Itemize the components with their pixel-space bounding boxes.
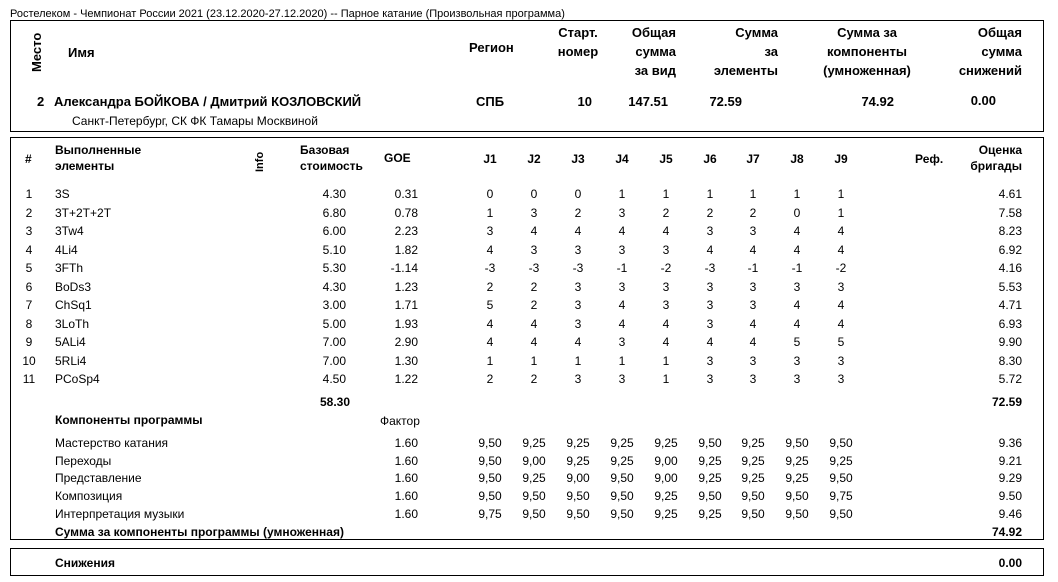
region-label: Регион (469, 40, 514, 55)
element-judge-mark: 5 (486, 298, 494, 312)
components-label-3: (умноженная) (823, 63, 911, 78)
event-title: Ростелеком - Чемпионат России 2021 (23.12.2020-27.12.2020) -- Парное катание (Произвольная программа) (10, 8, 565, 20)
element-base: 7.00 (322, 335, 346, 349)
element-judge-mark: 3 (486, 224, 494, 238)
element-code: PCoSp4 (55, 372, 100, 386)
element-judge-mark: 1 (837, 205, 845, 220)
competitor-region: СПБ (476, 94, 505, 109)
judge-header-3: J3 (571, 152, 585, 166)
element-goe: 2.90 (394, 335, 418, 349)
component-judge-mark: 9,50 (829, 436, 853, 450)
competitor-total: 147.51 (628, 94, 668, 109)
element-judge-mark: 1 (837, 187, 845, 201)
element-judge-mark: 4 (793, 242, 801, 257)
col-base-header-1: Базовая (300, 143, 350, 157)
components-total: 74.92 (991, 525, 1022, 539)
component-judge-mark: 9,50 (698, 436, 722, 450)
deductions-value: 0.00 (998, 556, 1022, 570)
deductions-label: Снижения (55, 556, 115, 570)
element-judge-mark: -1 (747, 261, 759, 275)
judge-header-7: J7 (746, 152, 760, 166)
element-judge-mark: 3 (618, 279, 626, 294)
col-score-header-1: Оценка (978, 143, 1022, 157)
element-judge-mark: 1 (530, 353, 538, 368)
element-judge-mark: 1 (662, 372, 670, 386)
col-goe-header: GOE (384, 151, 411, 165)
element-score: 8.23 (998, 224, 1022, 238)
element-judge-mark: 3 (574, 316, 582, 331)
component-judge-mark: 9,50 (829, 471, 853, 486)
element-judge-mark: 1 (618, 187, 626, 201)
element-judge-mark: 3 (706, 224, 714, 238)
element-judge-mark: 1 (749, 187, 757, 201)
component-judge-mark: 9,50 (741, 489, 765, 504)
element-judge-mark: 3 (574, 298, 582, 312)
element-judge-mark: 1 (793, 187, 801, 201)
component-judge-mark: 9,50 (522, 506, 546, 521)
element-judge-mark: 0 (530, 187, 538, 201)
component-judge-mark: 9,25 (610, 453, 634, 468)
element-num: 4 (25, 242, 33, 257)
element-judge-mark: 3 (662, 242, 670, 257)
component-name: Мастерство катания (55, 436, 169, 450)
element-num: 7 (25, 298, 33, 312)
component-judge-mark: 9,00 (566, 471, 590, 486)
element-judge-mark: 3 (618, 372, 626, 386)
element-judge-mark: 4 (486, 316, 494, 331)
element-goe: 1.93 (394, 316, 418, 331)
component-judge-mark: 9,50 (566, 489, 590, 504)
component-judge-mark: 9,50 (785, 506, 809, 521)
component-score: 9.50 (998, 489, 1022, 504)
element-judge-mark: 4 (837, 242, 845, 257)
element-base: 3.00 (322, 298, 346, 312)
element-num: 5 (25, 261, 33, 275)
element-judge-mark: 2 (530, 298, 538, 312)
component-judge-mark: 9,50 (478, 489, 502, 504)
element-judge-mark: 3 (618, 335, 626, 349)
element-judge-mark: 3 (749, 372, 757, 386)
element-code: 5ALi4 (55, 335, 86, 349)
element-num: 8 (25, 316, 33, 331)
component-factor: 1.60 (394, 453, 418, 468)
element-num: 11 (22, 372, 36, 386)
element-judge-mark: 4 (706, 242, 714, 257)
element-goe: -1.14 (390, 261, 418, 275)
element-judge-mark: 4 (662, 316, 670, 331)
element-score: 9.90 (998, 335, 1022, 349)
element-judge-mark: 4 (662, 224, 670, 238)
element-base: 6.00 (322, 224, 346, 238)
component-name: Переходы (55, 453, 112, 468)
element-judge-mark: 4 (574, 224, 582, 238)
component-judge-mark: 9,25 (566, 453, 590, 468)
element-code: 3S (55, 187, 70, 201)
element-code: 3LoTh (55, 316, 90, 331)
component-name: Композиция (55, 489, 123, 504)
judge-header-6: J6 (703, 152, 717, 166)
element-num: 1 (25, 187, 33, 201)
element-score: 5.53 (998, 279, 1022, 294)
col-info-header: Info (254, 151, 266, 172)
component-judge-mark: 9,25 (741, 471, 765, 486)
elements-label-3: элементы (713, 63, 778, 78)
element-judge-mark: 1 (486, 353, 494, 368)
component-judge-mark: 9,25 (741, 436, 765, 450)
element-judge-mark: 4 (662, 335, 670, 349)
element-judge-mark: 4 (574, 335, 582, 349)
element-judge-mark: 4 (618, 316, 626, 331)
element-judge-mark: 4 (530, 335, 538, 349)
start-label-2: номер (557, 44, 599, 59)
place-label: Место (29, 32, 44, 72)
component-judge-mark: 9,50 (698, 489, 722, 504)
element-judge-mark: 3 (793, 279, 801, 294)
element-score: 4.16 (998, 261, 1022, 275)
element-judge-mark: 4 (530, 316, 538, 331)
element-judge-mark: -1 (791, 261, 803, 275)
components-label-2: компоненты (827, 44, 907, 59)
judge-header-2: J2 (527, 152, 541, 166)
element-base: 5.00 (322, 316, 346, 331)
element-judge-mark: 4 (837, 316, 845, 331)
component-name: Представление (55, 471, 142, 486)
component-judge-mark: 9,50 (610, 506, 634, 521)
element-judge-mark: 2 (530, 372, 538, 386)
element-judge-mark: 1 (706, 187, 714, 201)
element-judge-mark: 2 (486, 372, 494, 386)
component-judge-mark: 9,25 (522, 436, 546, 450)
judge-header-9: J9 (834, 152, 848, 166)
element-judge-mark: 4 (749, 316, 757, 331)
score-total: 72.59 (991, 395, 1022, 409)
component-score: 9.46 (998, 506, 1022, 521)
component-judge-mark: 9,50 (566, 506, 590, 521)
element-code: BoDs3 (55, 279, 92, 294)
element-score: 6.93 (998, 316, 1022, 331)
element-judge-mark: 3 (574, 279, 582, 294)
judge-header-5: J5 (659, 152, 673, 166)
element-judge-mark: 1 (662, 353, 670, 368)
start-label-1: Старт. (558, 25, 598, 40)
element-judge-mark: 3 (574, 242, 582, 257)
component-score: 9.21 (998, 453, 1022, 468)
element-num: 2 (25, 205, 33, 220)
element-code: 3T+2T+2T (55, 205, 112, 220)
element-judge-mark: 1 (486, 205, 494, 220)
component-judge-mark: 9,25 (654, 436, 678, 450)
element-judge-mark: 3 (793, 353, 801, 368)
element-judge-mark: 3 (574, 372, 582, 386)
component-judge-mark: 9,50 (478, 453, 502, 468)
judge-header-8: J8 (790, 152, 804, 166)
element-base: 4.30 (322, 187, 346, 201)
component-judge-mark: 9,25 (610, 436, 634, 450)
element-code: 5RLi4 (55, 353, 87, 368)
element-goe: 0.78 (394, 205, 418, 220)
component-judge-mark: 9,50 (785, 436, 809, 450)
element-goe: 1.71 (394, 298, 418, 312)
element-judge-mark: 2 (662, 205, 670, 220)
element-judge-mark: 3 (749, 298, 757, 312)
element-judge-mark: 4 (618, 224, 626, 238)
component-judge-mark: 9,25 (654, 489, 678, 504)
element-judge-mark: 2 (706, 205, 714, 220)
element-judge-mark: 4 (706, 335, 714, 349)
component-judge-mark: 9,25 (741, 453, 765, 468)
element-judge-mark: 3 (706, 316, 714, 331)
element-judge-mark: 2 (530, 279, 538, 294)
competitor-components: 74.92 (861, 94, 894, 109)
component-judge-mark: 9,50 (741, 506, 765, 521)
deductions-label-2: сумма (981, 44, 1022, 59)
element-judge-mark: 4 (837, 224, 845, 238)
competitor-place: 2 (37, 94, 45, 109)
element-judge-mark: 3 (749, 353, 757, 368)
component-judge-mark: 9,25 (654, 506, 678, 521)
element-judge-mark: 3 (749, 224, 757, 238)
element-code: 4Li4 (55, 242, 78, 257)
deductions-box (10, 548, 1044, 576)
component-judge-mark: 9,25 (698, 506, 722, 521)
components-label-1: Сумма за (837, 25, 897, 40)
element-judge-mark: 3 (706, 353, 714, 368)
component-judge-mark: 9,25 (785, 471, 809, 486)
element-judge-mark: 4 (793, 316, 801, 331)
competitor-deductions: 0.00 (970, 93, 996, 108)
element-judge-mark: 3 (530, 205, 538, 220)
judge-header-1: J1 (483, 152, 497, 166)
element-judge-mark: -3 (528, 261, 540, 275)
element-score: 4.61 (998, 187, 1022, 201)
col-ref-header: Реф. (915, 152, 944, 166)
component-judge-mark: 9,25 (785, 453, 809, 468)
component-score: 9.36 (998, 436, 1022, 450)
element-judge-mark: 4 (749, 242, 757, 257)
component-judge-mark: 9,75 (829, 489, 853, 504)
element-base: 5.10 (322, 242, 346, 257)
deductions-label-3: снижений (958, 63, 1022, 78)
element-num: 9 (25, 335, 33, 349)
total-label-1: Общая (631, 25, 676, 40)
component-factor: 1.60 (394, 436, 418, 450)
element-judge-mark: 0 (793, 205, 801, 220)
element-judge-mark: -2 (835, 261, 847, 275)
deductions-label-1: Общая (977, 25, 1022, 40)
competitor-club: Санкт-Петербург, СК ФК Тамары Москвиной (72, 114, 318, 128)
element-judge-mark: 4 (618, 298, 626, 312)
competitor-start-no: 10 (577, 94, 592, 109)
elements-label-1: Сумма (735, 25, 778, 40)
element-judge-mark: 3 (662, 298, 670, 312)
component-score: 9.29 (998, 471, 1022, 486)
element-judge-mark: 2 (749, 205, 757, 220)
element-judge-mark: 3 (837, 353, 845, 368)
element-judge-mark: 1 (574, 353, 582, 368)
element-judge-mark: 1 (662, 187, 670, 201)
element-base: 6.80 (322, 205, 346, 220)
element-judge-mark: -3 (484, 261, 496, 275)
name-label: Имя (68, 45, 95, 60)
element-judge-mark: 3 (706, 372, 714, 386)
element-goe: 1.82 (394, 242, 418, 257)
element-judge-mark: 3 (662, 279, 670, 294)
components-title: Компоненты программы (55, 413, 203, 427)
element-judge-mark: 3 (837, 372, 845, 386)
element-goe: 1.22 (394, 372, 418, 386)
col-score-header-2: бригады (970, 159, 1022, 173)
component-judge-mark: 9,25 (698, 471, 722, 486)
element-judge-mark: 5 (793, 335, 801, 349)
col-elem-header-1: Выполненные (55, 143, 142, 157)
component-judge-mark: 9,50 (478, 471, 502, 486)
element-judge-mark: 4 (749, 335, 757, 349)
element-base: 5.30 (322, 261, 346, 275)
component-judge-mark: 9,75 (478, 506, 502, 521)
element-judge-mark: 4 (837, 298, 845, 312)
element-base: 7.00 (322, 353, 346, 368)
col-base-header-2: стоимость (300, 159, 363, 173)
component-judge-mark: 9,50 (522, 489, 546, 504)
element-num: 3 (25, 224, 33, 238)
element-goe: 2.23 (394, 224, 418, 238)
element-goe: 1.30 (394, 353, 418, 368)
component-judge-mark: 9,50 (829, 506, 853, 521)
element-judge-mark: 3 (618, 205, 626, 220)
elements-label-2: за (764, 44, 778, 59)
element-judge-mark: 2 (574, 205, 582, 220)
element-score: 4.71 (998, 298, 1022, 312)
element-judge-mark: 4 (793, 224, 801, 238)
element-judge-mark: 1 (618, 353, 626, 368)
component-judge-mark: 9,50 (785, 489, 809, 504)
component-judge-mark: 9,25 (522, 471, 546, 486)
element-judge-mark: -1 (616, 261, 628, 275)
element-judge-mark: 4 (486, 242, 494, 257)
component-judge-mark: 9,50 (610, 471, 634, 486)
element-judge-mark: -3 (704, 261, 716, 275)
element-base: 4.50 (322, 372, 346, 386)
element-judge-mark: 5 (837, 335, 845, 349)
element-judge-mark: 0 (574, 187, 582, 201)
component-factor: 1.60 (394, 489, 418, 504)
element-judge-mark: 4 (793, 298, 801, 312)
element-goe: 0.31 (394, 187, 418, 201)
element-code: 3Tw4 (55, 224, 84, 238)
element-score: 5.72 (998, 372, 1022, 386)
component-judge-mark: 9,25 (829, 453, 853, 468)
element-judge-mark: 4 (486, 335, 494, 349)
element-judge-mark: 3 (618, 242, 626, 257)
component-factor: 1.60 (394, 506, 418, 521)
element-judge-mark: 3 (793, 372, 801, 386)
element-judge-mark: -2 (660, 261, 672, 275)
col-elem-header-2: элементы (55, 159, 115, 173)
component-judge-mark: 9,25 (698, 453, 722, 468)
element-judge-mark: 3 (706, 279, 714, 294)
element-judge-mark: 3 (530, 242, 538, 257)
judge-header-4: J4 (615, 152, 629, 166)
component-name: Интерпретация музыки (55, 506, 185, 521)
competitor-elements: 72.59 (709, 94, 742, 109)
element-code: ChSq1 (55, 298, 92, 312)
component-judge-mark: 9,00 (654, 453, 678, 468)
component-judge-mark: 9,50 (610, 489, 634, 504)
components-total-label: Сумма за компоненты программы (умноженная) (55, 525, 344, 539)
component-judge-mark: 9,00 (654, 471, 678, 486)
element-judge-mark: 3 (706, 298, 714, 312)
col-num-header: # (25, 152, 32, 166)
element-code: 3FTh (55, 261, 84, 275)
element-judge-mark: -3 (572, 261, 584, 275)
element-score: 8.30 (998, 353, 1022, 368)
element-score: 6.92 (998, 242, 1022, 257)
element-num: 10 (22, 353, 36, 368)
component-factor: 1.60 (394, 471, 418, 486)
element-base: 4.30 (322, 279, 346, 294)
component-judge-mark: 9,50 (478, 436, 502, 450)
total-label-3: за вид (634, 63, 676, 78)
total-label-2: сумма (635, 44, 676, 59)
element-score: 7.58 (998, 205, 1022, 220)
element-judge-mark: 3 (837, 279, 845, 294)
element-goe: 1.23 (394, 279, 418, 294)
element-num: 6 (25, 279, 33, 294)
element-judge-mark: 2 (486, 279, 494, 294)
element-judge-mark: 3 (749, 279, 757, 294)
element-judge-mark: 4 (530, 224, 538, 238)
base-total: 58.30 (319, 395, 350, 409)
factor-header: Фактор (380, 414, 420, 428)
element-judge-mark: 0 (486, 187, 494, 201)
component-judge-mark: 9,25 (566, 436, 590, 450)
component-judge-mark: 9,00 (522, 453, 546, 468)
competitor-name: Александра БОЙКОВА / Дмитрий КОЗЛОВСКИЙ (54, 94, 362, 109)
